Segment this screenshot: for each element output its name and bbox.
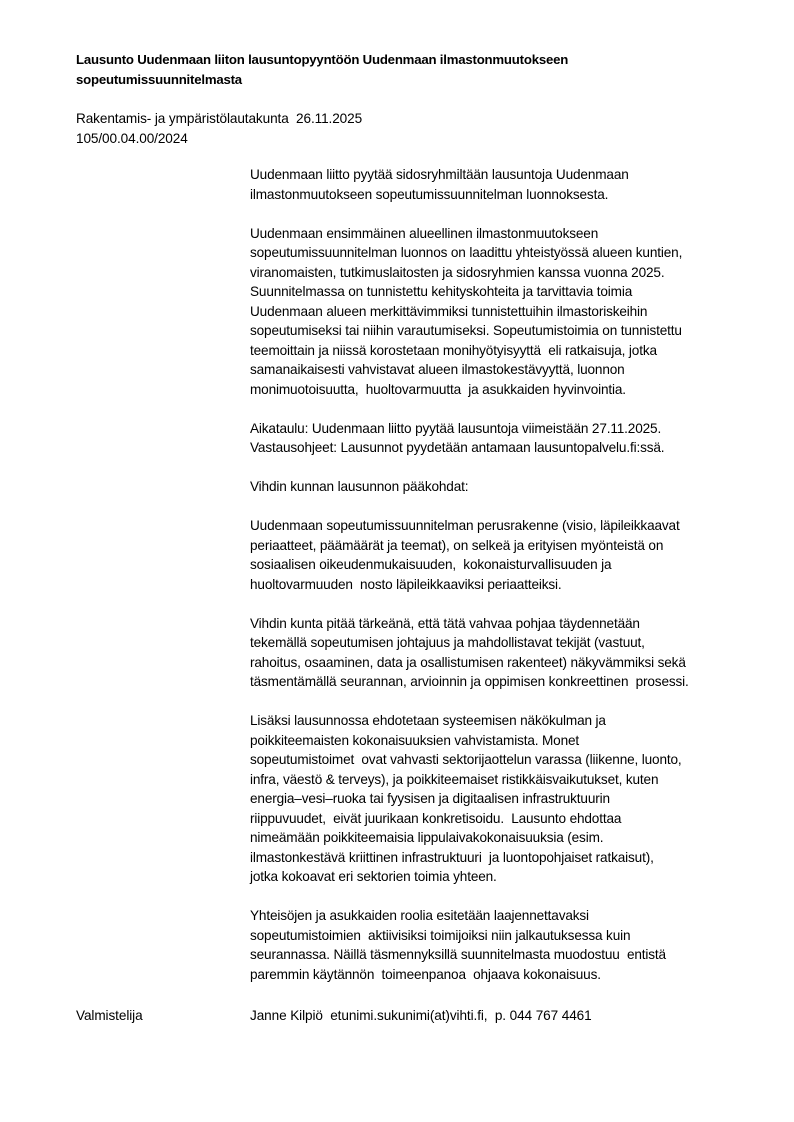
document-title-line: sopeutumissuunnitelmasta xyxy=(76,72,242,87)
document-title-line: Lausunto Uudenmaan liiton lausuntopyyntöön Uudenmaan ilmastonmuutokseen xyxy=(76,52,569,67)
body-paragraph xyxy=(250,906,750,984)
body-paragraph xyxy=(250,165,750,204)
paragraph-line: Uudenmaan sopeutumissuunnitelman perusrakenne (visio, läpileikkaavat xyxy=(250,518,680,533)
body-paragraph xyxy=(250,516,750,594)
board-and-date: Rakentamis- ja ympäristölautakunta 26.11.2025 xyxy=(76,111,363,126)
paragraph-line: Vastausohjeet: Lausunnot pyydetään antamaan lausuntopalvelu.fi:ssä. xyxy=(250,440,665,455)
paragraph-line: Uudenmaan alueen merkittävimmiksi tunnistettuihin ilmastoriskeihin xyxy=(250,303,648,319)
paragraph-line: tekemällä sopeutumisen johtajuus ja mahdollistavat tekijät (vastuut, xyxy=(250,635,645,650)
paragraph-line: periaatteet, päämäärät ja teemat), on selkeä ja erityisen myönteistä on xyxy=(250,537,664,553)
paragraph-line: Vihdin kunnan lausunnon pääkohdat: xyxy=(250,479,469,494)
paragraph-line: infra, väestö & terveys), ja poikkiteemaiset ristikkäisvaikutukset, kuten xyxy=(250,771,659,787)
paragraph-line: viranomaisten, tutkimuslaitosten ja sidosryhmien kanssa vuonna 2025. xyxy=(250,264,665,280)
paragraph-line: energia–vesi–ruoka tai fyysisen ja digitaalisen infrastruktuurin xyxy=(250,791,610,806)
paragraph-line: monimuotoisuutta, huoltovarmuutta ja asukkaiden hyvinvointia. xyxy=(250,381,626,397)
paragraph-line: Vihdin kunta pitää tärkeänä, että tätä vahvaa pohjaa täydennetään xyxy=(250,615,640,631)
paragraph-line: riippuvuudet, eivät juurikaan konkretisoidu. Lausunto ehdottaa xyxy=(250,810,622,826)
paragraph-line: sopeutumiseksi tai niihin varautumiseksi. Sopeutumistoimia on tunnistettu xyxy=(250,323,682,338)
paragraph-line: rahoitus, osaaminen, data ja osallistumisen rakenteet) näkyvämmiksi sekä xyxy=(250,654,686,670)
paragraph-line: Yhteisöjen ja asukkaiden roolia esitetään laajennettavaksi xyxy=(250,908,589,923)
paragraph-line: Aikataulu: Uudenmaan liitto pyytää lausuntoja viimeistään 27.11.2025. xyxy=(250,420,662,436)
body-paragraph xyxy=(250,224,750,400)
paragraph-line: jotka kokoavat eri sektorien toimia yhteen. xyxy=(250,869,497,884)
paragraph-line: sopeutumissuunnitelman luonnos on laadittu yhteistyössä alueen kuntien, xyxy=(250,245,683,260)
paragraph-line: Lisäksi lausunnossa ehdotetaan systeemisen näkökulman ja xyxy=(250,713,606,728)
paragraph-line: Suunnitelmassa on tunnistettu kehityskohteita ja tarvittavia toimia xyxy=(250,284,633,299)
paragraph-line: seurannassa. Näillä täsmennyksillä suunnitelmasta muodostuu entistä xyxy=(250,947,666,962)
preparer-label: Valmistelija xyxy=(76,1008,143,1023)
paragraph-line: poikkiteemaisten kokonaisuuksien vahvistamista. Monet xyxy=(250,732,580,748)
body-paragraph xyxy=(250,419,750,458)
body-paragraph xyxy=(250,477,750,497)
document-body xyxy=(250,165,750,1004)
paragraph-line: Uudenmaan ensimmäinen alueellinen ilmastonmuutokseen xyxy=(250,225,599,241)
paragraph-line: nimeämään poikkiteemaisia lippulaivakokonaisuuksia (esim. xyxy=(250,830,604,845)
paragraph-line: täsmentämällä seurannan, arvioinnin ja oppimisen konkreettinen prosessi. xyxy=(250,674,689,689)
paragraph-line: huoltovarmuuden nosto läpileikkaaviksi periaatteiksi. xyxy=(250,576,562,592)
paragraph-line: teemoittain ja niissä korostetaan monihyötyisyyttä eli ratkaisuja, jotka xyxy=(250,342,657,358)
paragraph-line: samanaikaisesti vahvistavat alueen ilmastokestävyyttä, luonnon xyxy=(250,362,625,377)
paragraph-line: Uudenmaan liitto pyytää sidosryhmiltään lausuntoja Uudenmaan xyxy=(250,167,629,182)
body-paragraph xyxy=(250,711,750,887)
paragraph-line: ilmastonmuutokseen sopeutumissuunnitelman luonnoksesta. xyxy=(250,186,609,202)
preparer-contact: Janne Kilpiö etunimi.sukunimi(at)vihti.fi, p. 044 767 4461 xyxy=(250,1008,592,1023)
paragraph-line: sopeutumistoimet ovat vahvasti sektorijaottelun varassa (liikenne, luonto, xyxy=(250,752,682,767)
paragraph-line: paremmin käytännön toimeenpanoa ohjaava kokonaisuus. xyxy=(250,966,601,982)
paragraph-line: ilmastonkestävä kriittinen infrastruktuuri ja luontopohjaiset ratkaisut), xyxy=(250,849,654,865)
document-title xyxy=(76,50,716,90)
document-meta xyxy=(76,109,362,149)
body-paragraph xyxy=(250,614,750,692)
paragraph-line: sosiaalisen oikeudenmukaisuuden, kokonaisturvallisuuden ja xyxy=(250,557,612,572)
paragraph-line: sopeutumistoimien aktiivisiksi toimijoiksi niin jalkautuksessa kuin xyxy=(250,927,631,943)
reference-number: 105/00.04.00/2024 xyxy=(76,131,188,146)
